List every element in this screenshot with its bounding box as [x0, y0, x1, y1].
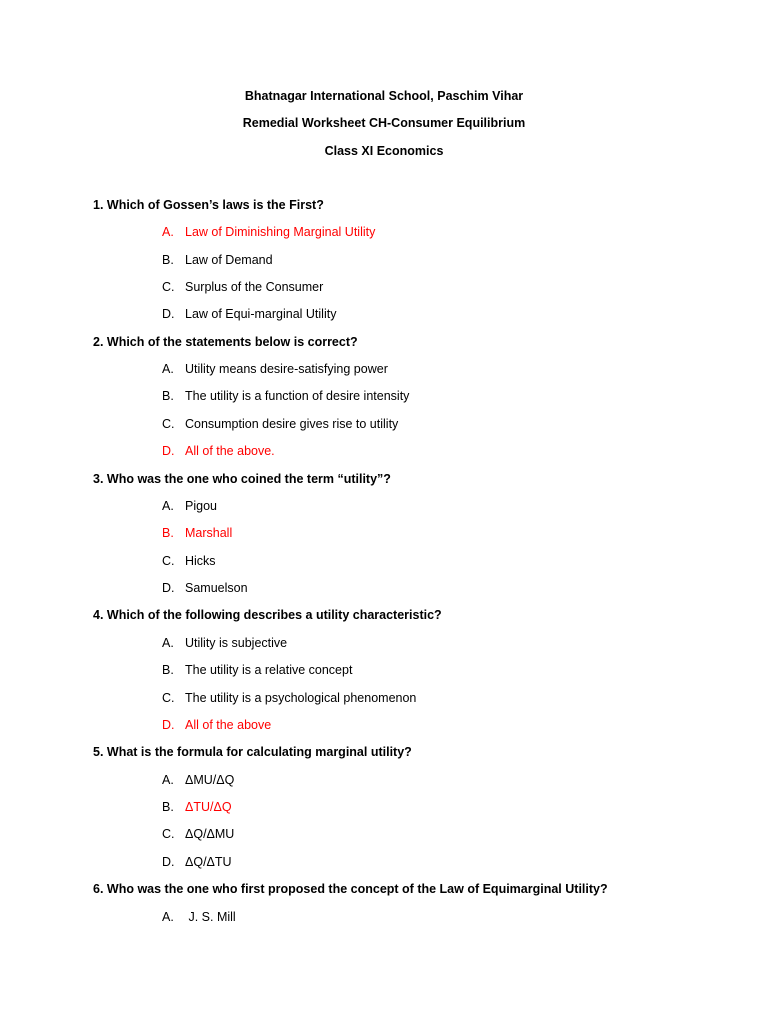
option-text: The utility is a function of desire intensity: [185, 389, 410, 403]
option-text: All of the above: [185, 718, 272, 732]
option-text: J. S. Mill: [185, 910, 236, 924]
option-text: All of the above.: [185, 444, 275, 458]
option-letter: C.: [162, 280, 175, 294]
question-2-option-a: [162, 361, 388, 377]
option-text: Surplus of the Consumer: [185, 280, 324, 294]
question-1: 1. Which of Gossen’s laws is the First?: [93, 198, 324, 212]
question-5-option-a: [162, 772, 234, 788]
question-3-option-d: [162, 580, 248, 596]
option-letter: A.: [162, 225, 174, 239]
option-text: Law of Equi-marginal Utility: [185, 307, 337, 321]
question-2-option-b: [162, 388, 409, 404]
option-text: Marshall: [185, 526, 233, 540]
question-2-option-d: [162, 443, 275, 459]
option-letter: A.: [162, 773, 174, 787]
question-5-option-d: [162, 854, 232, 870]
option-letter: A.: [162, 499, 174, 513]
option-letter: B.: [162, 526, 174, 540]
question-4-option-c: [162, 690, 416, 706]
question-4: 4. Which of the following describes a utility characteristic?: [93, 608, 442, 622]
question-3-option-b: [162, 525, 232, 541]
question-3-option-a: [162, 498, 217, 514]
question-5-option-c: [162, 826, 234, 842]
option-letter: D.: [162, 307, 175, 321]
option-letter: B.: [162, 389, 174, 403]
question-1-option-b: [162, 252, 273, 268]
option-text: Hicks: [185, 554, 216, 568]
option-letter: A.: [162, 362, 174, 376]
question-4-option-a: [162, 635, 287, 651]
option-letter: D.: [162, 855, 175, 869]
question-5-option-b: [162, 799, 232, 815]
question-1-option-a: [162, 224, 375, 240]
option-letter: B.: [162, 663, 174, 677]
option-letter: C.: [162, 554, 175, 568]
option-text: ΔQ/ΔMU: [185, 827, 235, 841]
option-text: The utility is a psychological phenomenon: [185, 691, 417, 705]
option-text: Consumption desire gives rise to utility: [185, 417, 399, 431]
question-1-option-d: [162, 306, 336, 322]
question-3-option-c: [162, 553, 216, 569]
question-6-option-a: [162, 909, 236, 925]
option-letter: A.: [162, 636, 174, 650]
option-text: ΔTU/ΔQ: [185, 800, 232, 814]
question-4-option-d: [162, 717, 271, 733]
option-letter: C.: [162, 827, 175, 841]
option-letter: D.: [162, 718, 175, 732]
option-text: Law of Diminishing Marginal Utility: [185, 225, 376, 239]
question-2-option-c: [162, 416, 398, 432]
question-5: 5. What is the formula for calculating marginal utility?: [93, 745, 412, 759]
option-letter: B.: [162, 253, 174, 267]
option-text: Pigou: [185, 499, 217, 513]
question-3: 3. Who was the one who coined the term “utility”?: [93, 472, 391, 486]
option-text: Law of Demand: [185, 253, 273, 267]
option-letter: D.: [162, 444, 175, 458]
worksheet-title: Remedial Worksheet CH-Consumer Equilibrium: [242, 116, 526, 130]
question-4-option-b: [162, 662, 352, 678]
option-text: ΔQ/ΔTU: [185, 855, 232, 869]
option-text: Utility means desire-satisfying power: [185, 362, 388, 376]
question-6: 6. Who was the one who first proposed the concept of the Law of Equimarginal Utility?: [93, 882, 608, 896]
option-text: ΔMU/ΔQ: [185, 773, 235, 787]
option-letter: B.: [162, 800, 174, 814]
option-letter: C.: [162, 417, 175, 431]
school-name: Bhatnagar International School, Paschim Vihar: [244, 89, 524, 103]
option-text: Samuelson: [185, 581, 248, 595]
question-1-option-c: [162, 279, 323, 295]
class-subject: Class XI Economics: [324, 144, 444, 158]
question-2: 2. Which of the statements below is correct?: [93, 335, 358, 349]
option-letter: C.: [162, 691, 175, 705]
option-text: The utility is a relative concept: [185, 663, 353, 677]
option-text: Utility is subjective: [185, 636, 288, 650]
option-letter: A.: [162, 910, 174, 924]
option-letter: D.: [162, 581, 175, 595]
